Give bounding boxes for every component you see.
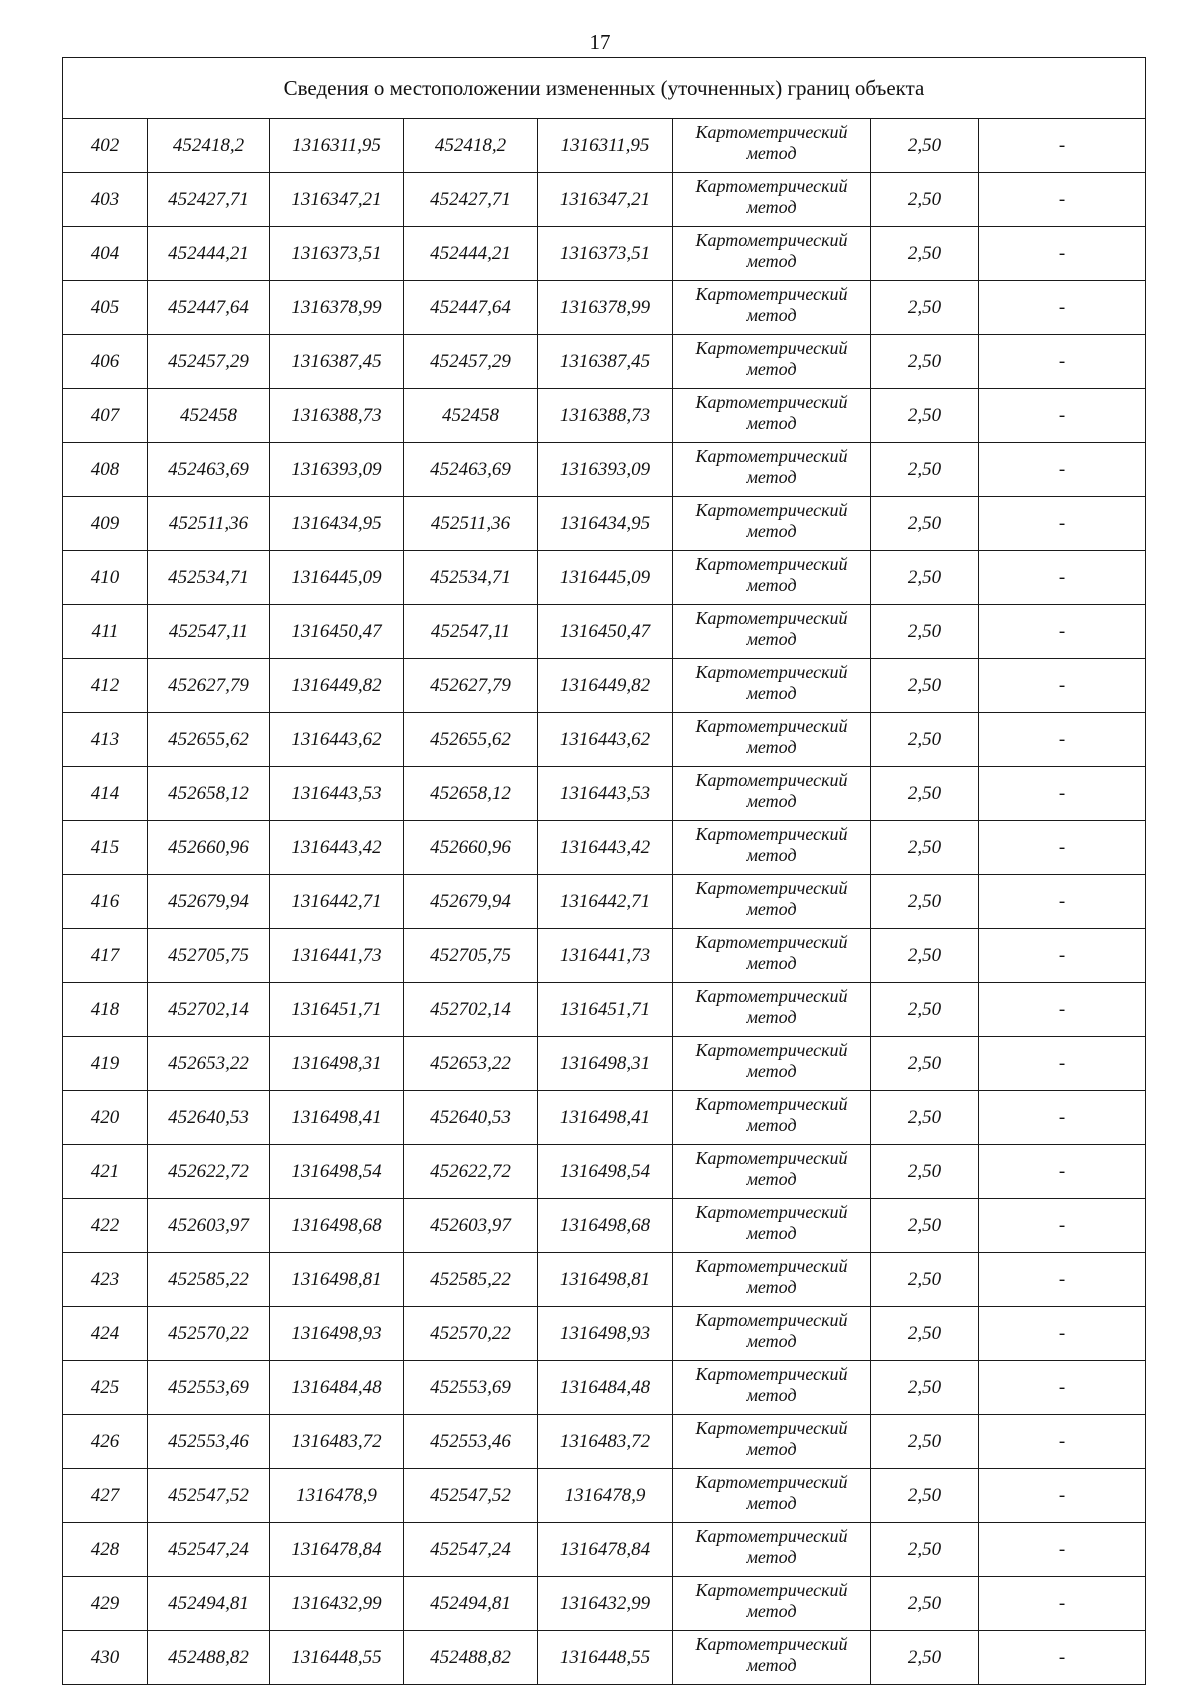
- refined-x-cell: 452458: [404, 389, 538, 443]
- existing-x-cell: 452488,82: [148, 1631, 270, 1685]
- table-header-row: [63, 58, 1146, 119]
- accuracy-cell: 2,50: [871, 875, 979, 929]
- page-number: 17: [589, 30, 611, 54]
- accuracy-cell: 2,50: [871, 119, 979, 173]
- table-row: [63, 605, 1146, 659]
- method-cell: Картометрический метод: [673, 281, 871, 335]
- refined-y-cell: 1316498,41: [538, 1091, 673, 1145]
- method-cell: Картометрический метод: [673, 1469, 871, 1523]
- existing-x-cell: 452547,52: [148, 1469, 270, 1523]
- point-number-cell: 405: [63, 281, 148, 335]
- refined-y-cell: 1316443,53: [538, 767, 673, 821]
- table-row: [63, 767, 1146, 821]
- accuracy-cell: 2,50: [871, 1253, 979, 1307]
- accuracy-cell: 2,50: [871, 767, 979, 821]
- accuracy-cell: 2,50: [871, 1415, 979, 1469]
- existing-y-cell: 1316498,54: [270, 1145, 404, 1199]
- existing-x-cell: 452553,46: [148, 1415, 270, 1469]
- refined-x-cell: 452553,46: [404, 1415, 538, 1469]
- point-number-cell: 409: [63, 497, 148, 551]
- point-number-cell: 423: [63, 1253, 148, 1307]
- existing-x-cell: 452622,72: [148, 1145, 270, 1199]
- refined-y-cell: 1316373,51: [538, 227, 673, 281]
- refined-y-cell: 1316441,73: [538, 929, 673, 983]
- existing-x-cell: 452702,14: [148, 983, 270, 1037]
- table-row: [63, 659, 1146, 713]
- refined-x-cell: 452658,12: [404, 767, 538, 821]
- accuracy-cell: 2,50: [871, 335, 979, 389]
- table-row: [63, 875, 1146, 929]
- method-cell: Картометрический метод: [673, 1631, 871, 1685]
- point-number-cell: 404: [63, 227, 148, 281]
- table-row: [63, 1307, 1146, 1361]
- point-number-cell: 410: [63, 551, 148, 605]
- refined-y-cell: 1316448,55: [538, 1631, 673, 1685]
- note-cell: -: [979, 281, 1146, 335]
- method-cell: Картометрический метод: [673, 1199, 871, 1253]
- refined-y-cell: 1316449,82: [538, 659, 673, 713]
- method-cell: Картометрический метод: [673, 443, 871, 497]
- point-number-cell: 407: [63, 389, 148, 443]
- existing-y-cell: 1316432,99: [270, 1577, 404, 1631]
- accuracy-cell: 2,50: [871, 389, 979, 443]
- refined-x-cell: 452457,29: [404, 335, 538, 389]
- point-number-cell: 416: [63, 875, 148, 929]
- existing-x-cell: 452494,81: [148, 1577, 270, 1631]
- table-row: [63, 1253, 1146, 1307]
- existing-y-cell: 1316443,42: [270, 821, 404, 875]
- table-row: [63, 1415, 1146, 1469]
- method-cell: Картометрический метод: [673, 659, 871, 713]
- existing-y-cell: 1316388,73: [270, 389, 404, 443]
- existing-x-cell: 452427,71: [148, 173, 270, 227]
- method-cell: Картометрический метод: [673, 119, 871, 173]
- refined-x-cell: 452660,96: [404, 821, 538, 875]
- note-cell: -: [979, 875, 1146, 929]
- existing-y-cell: 1316498,31: [270, 1037, 404, 1091]
- existing-y-cell: 1316448,55: [270, 1631, 404, 1685]
- method-cell: Картометрический метод: [673, 1253, 871, 1307]
- refined-x-cell: 452622,72: [404, 1145, 538, 1199]
- point-number-cell: 414: [63, 767, 148, 821]
- method-cell: Картометрический метод: [673, 497, 871, 551]
- accuracy-cell: 2,50: [871, 1631, 979, 1685]
- existing-y-cell: 1316478,84: [270, 1523, 404, 1577]
- refined-y-cell: 1316387,45: [538, 335, 673, 389]
- refined-y-cell: 1316311,95: [538, 119, 673, 173]
- refined-y-cell: 1316347,21: [538, 173, 673, 227]
- note-cell: -: [979, 821, 1146, 875]
- point-number-cell: 426: [63, 1415, 148, 1469]
- existing-y-cell: 1316449,82: [270, 659, 404, 713]
- existing-x-cell: 452418,2: [148, 119, 270, 173]
- existing-y-cell: 1316445,09: [270, 551, 404, 605]
- accuracy-cell: 2,50: [871, 1145, 979, 1199]
- accuracy-cell: 2,50: [871, 1523, 979, 1577]
- refined-y-cell: 1316498,81: [538, 1253, 673, 1307]
- refined-x-cell: 452547,24: [404, 1523, 538, 1577]
- note-cell: -: [979, 1469, 1146, 1523]
- existing-y-cell: 1316451,71: [270, 983, 404, 1037]
- point-number-cell: 418: [63, 983, 148, 1037]
- refined-y-cell: 1316484,48: [538, 1361, 673, 1415]
- accuracy-cell: 2,50: [871, 983, 979, 1037]
- method-cell: Картометрический метод: [673, 1523, 871, 1577]
- refined-x-cell: 452447,64: [404, 281, 538, 335]
- accuracy-cell: 2,50: [871, 659, 979, 713]
- point-number-cell: 425: [63, 1361, 148, 1415]
- point-number-cell: 411: [63, 605, 148, 659]
- existing-y-cell: 1316478,9: [270, 1469, 404, 1523]
- refined-y-cell: 1316445,09: [538, 551, 673, 605]
- table-row: [63, 551, 1146, 605]
- method-cell: Картометрический метод: [673, 1361, 871, 1415]
- refined-y-cell: 1316450,47: [538, 605, 673, 659]
- refined-y-cell: 1316443,62: [538, 713, 673, 767]
- accuracy-cell: 2,50: [871, 713, 979, 767]
- method-cell: Картометрический метод: [673, 227, 871, 281]
- note-cell: -: [979, 1307, 1146, 1361]
- table-row: [63, 281, 1146, 335]
- existing-y-cell: 1316442,71: [270, 875, 404, 929]
- note-cell: -: [979, 713, 1146, 767]
- table-row: [63, 389, 1146, 443]
- existing-x-cell: 452705,75: [148, 929, 270, 983]
- existing-x-cell: 452660,96: [148, 821, 270, 875]
- accuracy-cell: 2,50: [871, 821, 979, 875]
- accuracy-cell: 2,50: [871, 1361, 979, 1415]
- existing-y-cell: 1316347,21: [270, 173, 404, 227]
- refined-y-cell: 1316434,95: [538, 497, 673, 551]
- table-header: Сведения о местоположении измененных (уточненных) границ объекта: [63, 58, 1146, 119]
- refined-y-cell: 1316393,09: [538, 443, 673, 497]
- point-number-cell: 429: [63, 1577, 148, 1631]
- refined-x-cell: 452418,2: [404, 119, 538, 173]
- point-number-cell: 408: [63, 443, 148, 497]
- point-number-cell: 430: [63, 1631, 148, 1685]
- point-number-cell: 421: [63, 1145, 148, 1199]
- point-number-cell: 402: [63, 119, 148, 173]
- point-number-cell: 419: [63, 1037, 148, 1091]
- refined-x-cell: 452627,79: [404, 659, 538, 713]
- existing-y-cell: 1316387,45: [270, 335, 404, 389]
- accuracy-cell: 2,50: [871, 1469, 979, 1523]
- existing-x-cell: 452458: [148, 389, 270, 443]
- method-cell: Картометрический метод: [673, 173, 871, 227]
- note-cell: -: [979, 497, 1146, 551]
- method-cell: Картометрический метод: [673, 1415, 871, 1469]
- table-row: [63, 983, 1146, 1037]
- existing-x-cell: 452553,69: [148, 1361, 270, 1415]
- refined-x-cell: 452547,52: [404, 1469, 538, 1523]
- note-cell: -: [979, 1091, 1146, 1145]
- table-row: [63, 1469, 1146, 1523]
- boundary-coordinates-table: [62, 57, 1146, 1685]
- table-row: [63, 119, 1146, 173]
- refined-x-cell: 452427,71: [404, 173, 538, 227]
- refined-x-cell: 452534,71: [404, 551, 538, 605]
- method-cell: Картометрический метод: [673, 551, 871, 605]
- existing-y-cell: 1316498,68: [270, 1199, 404, 1253]
- existing-y-cell: 1316484,48: [270, 1361, 404, 1415]
- refined-x-cell: 452655,62: [404, 713, 538, 767]
- point-number-cell: 412: [63, 659, 148, 713]
- accuracy-cell: 2,50: [871, 173, 979, 227]
- refined-y-cell: 1316498,54: [538, 1145, 673, 1199]
- refined-x-cell: 452488,82: [404, 1631, 538, 1685]
- method-cell: Картометрический метод: [673, 1577, 871, 1631]
- existing-x-cell: 452447,64: [148, 281, 270, 335]
- refined-x-cell: 452679,94: [404, 875, 538, 929]
- existing-x-cell: 452511,36: [148, 497, 270, 551]
- refined-y-cell: 1316442,71: [538, 875, 673, 929]
- refined-y-cell: 1316478,84: [538, 1523, 673, 1577]
- accuracy-cell: 2,50: [871, 1307, 979, 1361]
- refined-x-cell: 452702,14: [404, 983, 538, 1037]
- note-cell: -: [979, 335, 1146, 389]
- point-number-cell: 413: [63, 713, 148, 767]
- table-row: [63, 1577, 1146, 1631]
- existing-y-cell: 1316393,09: [270, 443, 404, 497]
- accuracy-cell: 2,50: [871, 227, 979, 281]
- point-number-cell: 427: [63, 1469, 148, 1523]
- method-cell: Картометрический метод: [673, 929, 871, 983]
- table-row: [63, 1523, 1146, 1577]
- note-cell: -: [979, 1199, 1146, 1253]
- method-cell: Картометрический метод: [673, 335, 871, 389]
- accuracy-cell: 2,50: [871, 605, 979, 659]
- existing-y-cell: 1316443,62: [270, 713, 404, 767]
- table-body: [63, 58, 1146, 1685]
- note-cell: -: [979, 389, 1146, 443]
- existing-x-cell: 452570,22: [148, 1307, 270, 1361]
- refined-x-cell: 452511,36: [404, 497, 538, 551]
- method-cell: Картометрический метод: [673, 983, 871, 1037]
- existing-y-cell: 1316378,99: [270, 281, 404, 335]
- table-row: [63, 713, 1146, 767]
- existing-y-cell: 1316450,47: [270, 605, 404, 659]
- point-number-cell: 415: [63, 821, 148, 875]
- accuracy-cell: 2,50: [871, 929, 979, 983]
- table-row: [63, 443, 1146, 497]
- table-row: [63, 497, 1146, 551]
- table-row: [63, 821, 1146, 875]
- existing-y-cell: 1316311,95: [270, 119, 404, 173]
- note-cell: -: [979, 1415, 1146, 1469]
- note-cell: -: [979, 767, 1146, 821]
- accuracy-cell: 2,50: [871, 1091, 979, 1145]
- existing-x-cell: 452463,69: [148, 443, 270, 497]
- existing-x-cell: 452585,22: [148, 1253, 270, 1307]
- refined-y-cell: 1316483,72: [538, 1415, 673, 1469]
- method-cell: Картометрический метод: [673, 1145, 871, 1199]
- accuracy-cell: 2,50: [871, 443, 979, 497]
- note-cell: -: [979, 119, 1146, 173]
- refined-x-cell: 452585,22: [404, 1253, 538, 1307]
- table-row: [63, 1145, 1146, 1199]
- note-cell: -: [979, 443, 1146, 497]
- refined-y-cell: 1316451,71: [538, 983, 673, 1037]
- note-cell: -: [979, 551, 1146, 605]
- method-cell: Картометрический метод: [673, 767, 871, 821]
- method-cell: Картометрический метод: [673, 713, 871, 767]
- table-row: [63, 1631, 1146, 1685]
- method-cell: Картометрический метод: [673, 1037, 871, 1091]
- existing-x-cell: 452547,24: [148, 1523, 270, 1577]
- refined-x-cell: 452705,75: [404, 929, 538, 983]
- table-row: [63, 1199, 1146, 1253]
- existing-y-cell: 1316498,81: [270, 1253, 404, 1307]
- existing-x-cell: 452444,21: [148, 227, 270, 281]
- note-cell: -: [979, 983, 1146, 1037]
- refined-x-cell: 452494,81: [404, 1577, 538, 1631]
- point-number-cell: 422: [63, 1199, 148, 1253]
- note-cell: -: [979, 929, 1146, 983]
- refined-x-cell: 452640,53: [404, 1091, 538, 1145]
- existing-y-cell: 1316434,95: [270, 497, 404, 551]
- refined-y-cell: 1316498,93: [538, 1307, 673, 1361]
- existing-x-cell: 452457,29: [148, 335, 270, 389]
- note-cell: -: [979, 1253, 1146, 1307]
- accuracy-cell: 2,50: [871, 497, 979, 551]
- method-cell: Картометрический метод: [673, 389, 871, 443]
- table-row: [63, 929, 1146, 983]
- note-cell: -: [979, 1361, 1146, 1415]
- refined-x-cell: 452603,97: [404, 1199, 538, 1253]
- method-cell: Картометрический метод: [673, 875, 871, 929]
- refined-x-cell: 452653,22: [404, 1037, 538, 1091]
- existing-x-cell: 452679,94: [148, 875, 270, 929]
- existing-y-cell: 1316373,51: [270, 227, 404, 281]
- point-number-cell: 420: [63, 1091, 148, 1145]
- refined-y-cell: 1316498,68: [538, 1199, 673, 1253]
- existing-y-cell: 1316498,41: [270, 1091, 404, 1145]
- refined-y-cell: 1316478,9: [538, 1469, 673, 1523]
- table-row: [63, 1361, 1146, 1415]
- note-cell: -: [979, 1523, 1146, 1577]
- table-row: [63, 1091, 1146, 1145]
- refined-x-cell: 452463,69: [404, 443, 538, 497]
- note-cell: -: [979, 605, 1146, 659]
- point-number-cell: 424: [63, 1307, 148, 1361]
- existing-x-cell: 452627,79: [148, 659, 270, 713]
- existing-x-cell: 452653,22: [148, 1037, 270, 1091]
- method-cell: Картометрический метод: [673, 1307, 871, 1361]
- existing-x-cell: 452640,53: [148, 1091, 270, 1145]
- table-row: [63, 1037, 1146, 1091]
- note-cell: -: [979, 659, 1146, 713]
- accuracy-cell: 2,50: [871, 281, 979, 335]
- existing-x-cell: 452603,97: [148, 1199, 270, 1253]
- refined-y-cell: 1316432,99: [538, 1577, 673, 1631]
- accuracy-cell: 2,50: [871, 1199, 979, 1253]
- note-cell: -: [979, 1037, 1146, 1091]
- refined-y-cell: 1316498,31: [538, 1037, 673, 1091]
- refined-y-cell: 1316443,42: [538, 821, 673, 875]
- existing-x-cell: 452547,11: [148, 605, 270, 659]
- accuracy-cell: 2,50: [871, 1037, 979, 1091]
- note-cell: -: [979, 1631, 1146, 1685]
- accuracy-cell: 2,50: [871, 1577, 979, 1631]
- table-row: [63, 227, 1146, 281]
- note-cell: -: [979, 1577, 1146, 1631]
- method-cell: Картометрический метод: [673, 1091, 871, 1145]
- refined-x-cell: 452570,22: [404, 1307, 538, 1361]
- existing-x-cell: 452655,62: [148, 713, 270, 767]
- table-row: [63, 335, 1146, 389]
- existing-y-cell: 1316498,93: [270, 1307, 404, 1361]
- point-number-cell: 428: [63, 1523, 148, 1577]
- note-cell: -: [979, 1145, 1146, 1199]
- method-cell: Картометрический метод: [673, 605, 871, 659]
- point-number-cell: 417: [63, 929, 148, 983]
- existing-y-cell: 1316483,72: [270, 1415, 404, 1469]
- note-cell: -: [979, 227, 1146, 281]
- point-number-cell: 406: [63, 335, 148, 389]
- point-number-cell: 403: [63, 173, 148, 227]
- note-cell: -: [979, 173, 1146, 227]
- refined-y-cell: 1316388,73: [538, 389, 673, 443]
- refined-x-cell: 452547,11: [404, 605, 538, 659]
- existing-y-cell: 1316443,53: [270, 767, 404, 821]
- method-cell: Картометрический метод: [673, 821, 871, 875]
- existing-x-cell: 452658,12: [148, 767, 270, 821]
- existing-y-cell: 1316441,73: [270, 929, 404, 983]
- existing-x-cell: 452534,71: [148, 551, 270, 605]
- accuracy-cell: 2,50: [871, 551, 979, 605]
- refined-x-cell: 452553,69: [404, 1361, 538, 1415]
- table-row: [63, 173, 1146, 227]
- refined-x-cell: 452444,21: [404, 227, 538, 281]
- refined-y-cell: 1316378,99: [538, 281, 673, 335]
